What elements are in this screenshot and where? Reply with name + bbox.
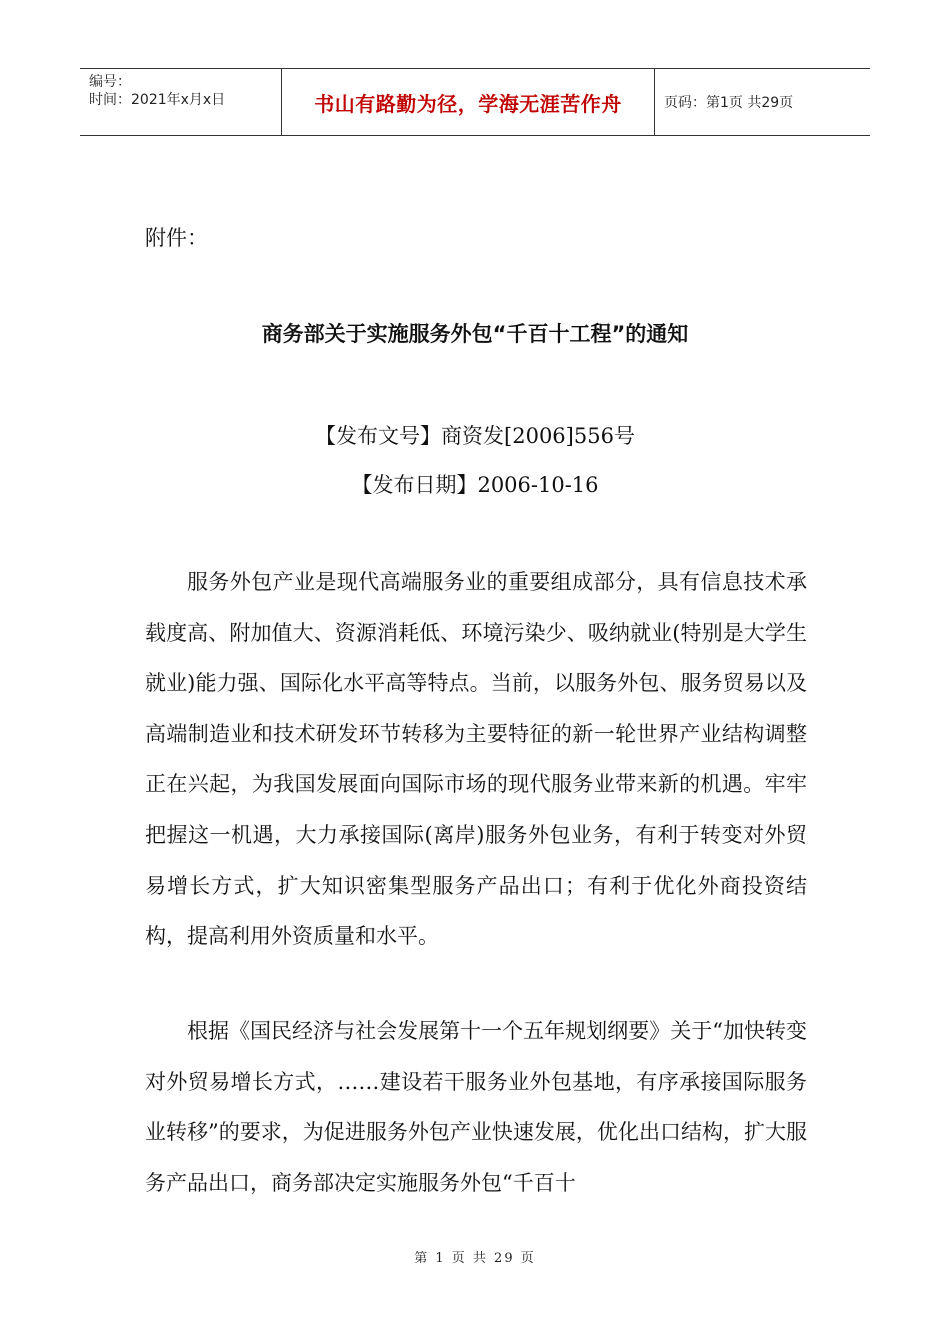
document-title: 商务部关于实施服务外包“千百十工程”的通知	[261, 322, 689, 346]
document-header	[80, 68, 870, 136]
body-paragraph-2: 根据《国民经济与社会发展第十一个五年规划纲要》关于“加快转变对外贸易增长方式，……建设若干服务业外包基地，有序承接国际服务业转移”的要求，为促进服务外包产业快速发展，优化出口结构，扩大服务产品出口，商务部决定实施服务外包“千百十	[145, 1019, 807, 1195]
body-paragraph-1: 服务外包产业是现代高端服务业的重要组成部分，具有信息技术承载度高、附加值大、资源消耗低、环境污染少、吸纳就业(特别是大学生就业)能力强、国际化水平高等特点。当前，以服务外包、服务贸易以及高端制造业和技术研发环节转移为主要特征的新一轮世界产业结构调整正在兴起，为我国发展面向国际市场的现代服务业带来新的机遇。牢牢把握这一机遇，大力承接国际(离岸)服务外包业务，有利于转变对外贸易增长方式，扩大知识密集型服务产品出口；有利于优化外商投资结构，提高利用外资质量和水平。	[145, 570, 807, 949]
header-motto: 书山有路勤为径，学海无涯苦作舟	[314, 91, 622, 116]
footer-page-number: 第 1 页 共 29 页	[414, 1251, 536, 1266]
header-divider	[654, 69, 655, 135]
publish-date: 【发布日期】2006-10-16	[351, 473, 599, 497]
time-label: 时间：2021年x月x日	[89, 92, 226, 108]
document-number: 【发布文号】商资发[2006]556号	[315, 424, 635, 448]
header-page-info: 页码：第1页 共29页	[664, 95, 794, 111]
attachment-label: 附件：	[145, 226, 208, 250]
header-meta	[89, 73, 279, 109]
serial-number-label: 编号：	[89, 74, 131, 90]
